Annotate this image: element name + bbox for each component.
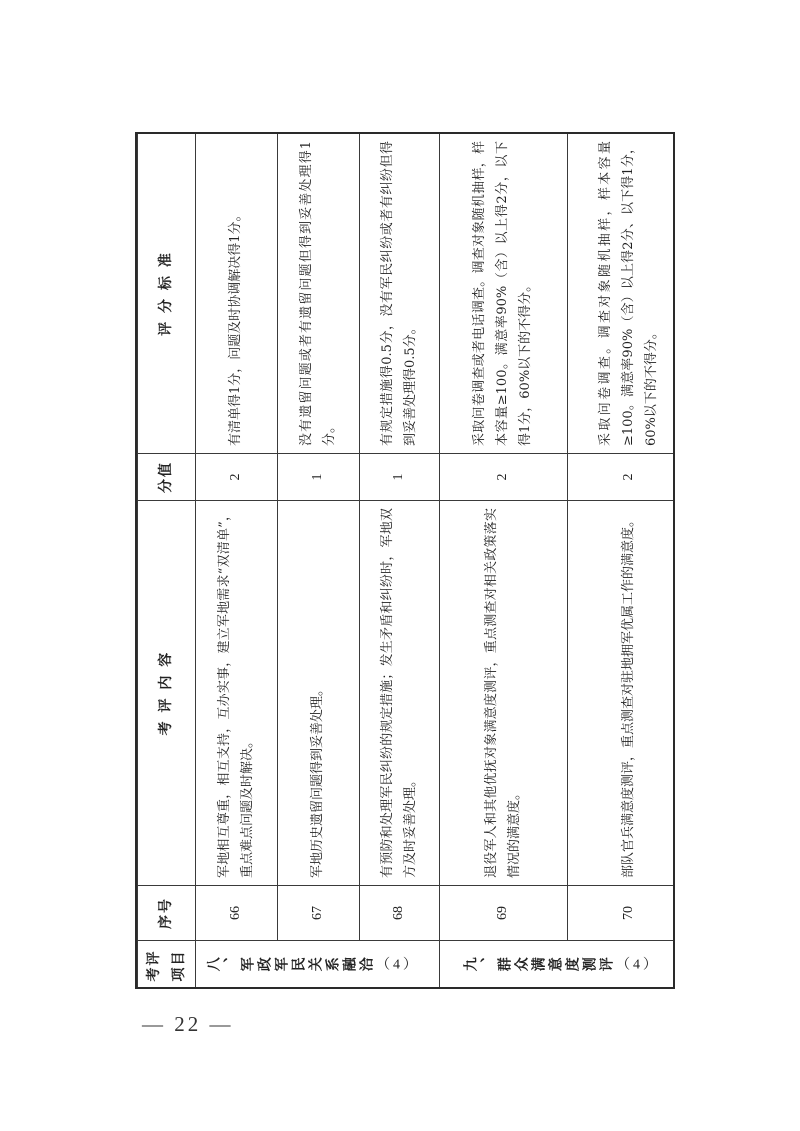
table-row — [440, 134, 568, 990]
page-number: — 22 — — [142, 1012, 234, 1036]
table-row — [196, 134, 278, 990]
row-standard: 采取问卷调查或者电话调查。调查对象随机抽样，样本容量≥100。满意率90%（含）以上得2分，以下得1分，60%以下的不得分。 — [440, 134, 568, 454]
row-score: 1 — [360, 454, 440, 501]
row-content: 有预防和处理军民纠纷的规定措施；发生矛盾和纠纷时，军地双方及时妥善处理。 — [360, 501, 440, 886]
category-cell — [196, 941, 440, 990]
row-content: 部队官兵满意度测评，重点测查对驻地拥军优属工作的满意度。 — [568, 501, 676, 886]
row-content: 军地相互尊重，相互支持，互办实事，建立军地需求“双清单”，重点难点问题及时解决。 — [196, 501, 278, 886]
header-content: 考 评 内 容 — [138, 501, 196, 886]
row-number: 69 — [440, 886, 568, 941]
row-score: 1 — [278, 454, 360, 501]
header-score: 分值 — [138, 454, 196, 501]
row-number: 67 — [278, 886, 360, 941]
row-standard: 采取问卷调查。调查对象随机抽样，样本容量≥100。满意率90%（含）以上得2分、以下得1分，60%以下的不得分。 — [568, 134, 676, 454]
category-label: 八、军政军民关系融洽（4） — [206, 957, 421, 974]
row-score: 2 — [568, 454, 676, 501]
row-standard: 有清单得1分，问题及时协调解决得1分。 — [196, 134, 278, 454]
category-cell — [440, 941, 676, 990]
row-score: 2 — [196, 454, 278, 501]
table-header-row — [138, 134, 196, 990]
row-standard: 有规定措施得0.5分，没有军民纠纷或者有纠纷但得到妥善处理得0.5分。 — [360, 134, 440, 454]
row-number: 68 — [360, 886, 440, 941]
row-content: 退役军人和其他优抚对象满意度测评，重点测查对相关政策落实情况的满意度。 — [440, 501, 568, 886]
category-label: 九、群众满意度测评（4） — [462, 957, 660, 974]
row-score: 2 — [440, 454, 568, 501]
table-row — [278, 134, 360, 990]
row-number: 66 — [196, 886, 278, 941]
table-row — [360, 134, 440, 990]
header-number: 序号 — [138, 886, 196, 941]
row-number: 70 — [568, 886, 676, 941]
row-standard: 没有遗留问题或者有遗留问题但得到妥善处理得1分。 — [278, 134, 360, 454]
header-category: 考评项目 — [138, 941, 196, 990]
assessment-table-frame — [135, 132, 675, 989]
row-content: 军地历史遗留问题得到妥善处理。 — [278, 501, 360, 886]
assessment-table — [137, 133, 675, 989]
table-row — [568, 134, 676, 990]
header-standard: 评 分 标 准 — [138, 134, 196, 454]
